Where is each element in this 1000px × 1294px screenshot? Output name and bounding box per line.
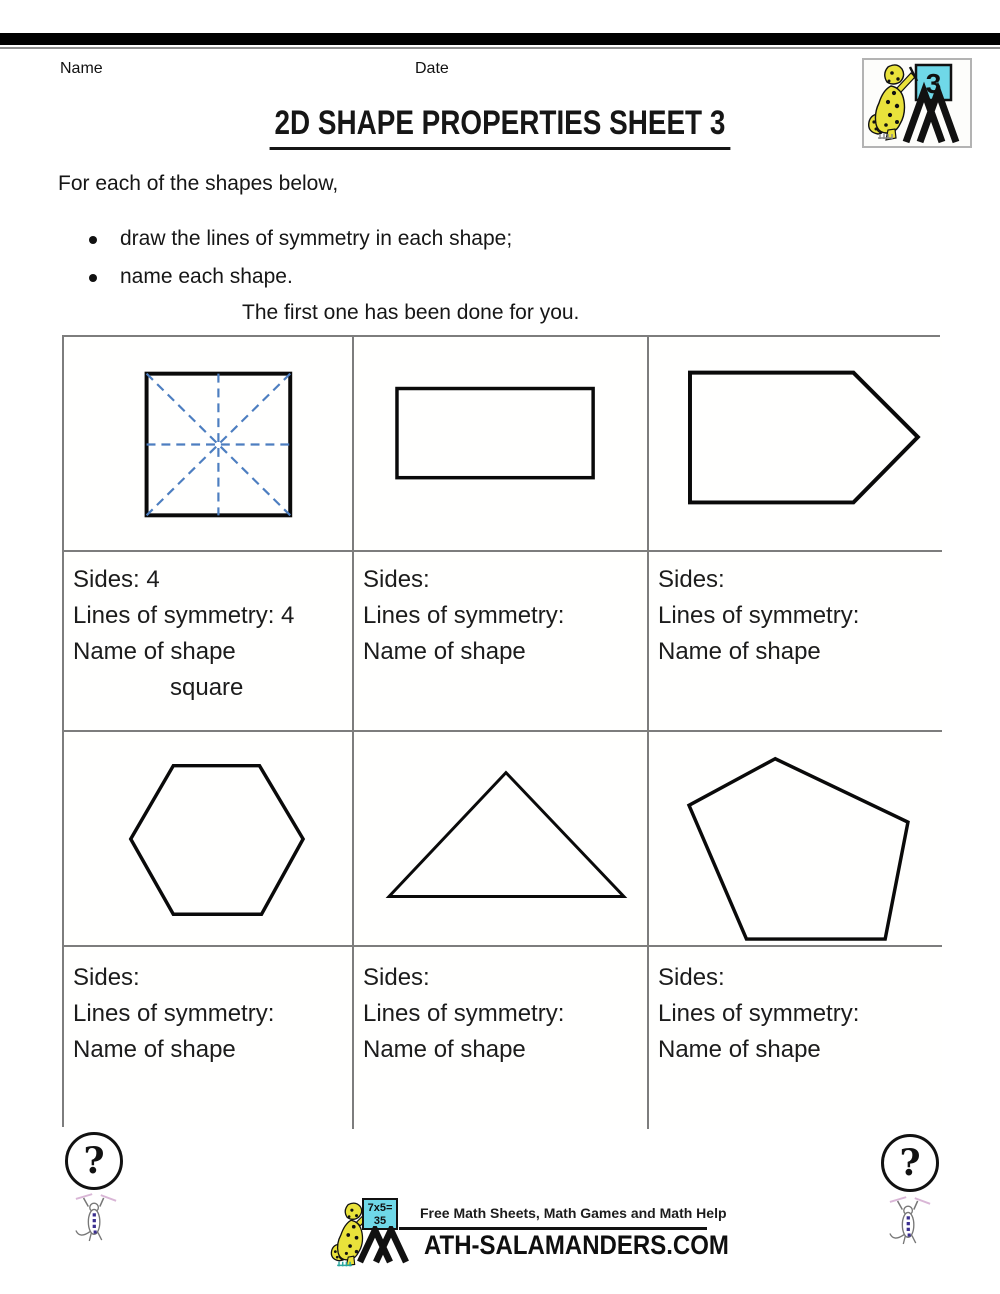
symmetry-label: Lines of symmetry: (363, 1000, 565, 1027)
answer-cell-2 (354, 552, 649, 732)
shape-name-label: Name of shape (658, 1036, 821, 1063)
instructions-note: The first one has been done for you. (242, 301, 580, 324)
symmetry-lines (147, 374, 291, 516)
sides-label: Sides: 4 (73, 566, 160, 593)
shape-cell-pentagon-arrow (649, 337, 942, 552)
help-question-button-right[interactable] (881, 1134, 939, 1192)
shape-name-answer: square (170, 674, 244, 701)
top-rule-bar (0, 33, 1000, 45)
shape-pentagon (649, 732, 942, 945)
help-question-button-left[interactable] (65, 1132, 123, 1190)
question-mark: ? (83, 1140, 105, 1182)
footer-wordmark-link[interactable]: ATH-SALAMANDERS.COM (424, 1231, 729, 1261)
instructions-intro: For each of the shapes below, (58, 172, 339, 195)
symmetry-label: Lines of symmetry: (658, 602, 860, 629)
footer-tagline: Free Math Sheets, Math Games and Math Help (420, 1205, 727, 1221)
footer-m-glyph (356, 1226, 426, 1264)
question-mark: ? (899, 1142, 921, 1184)
sides-label: Sides: (658, 566, 725, 593)
sign-line-1: 7x5= (367, 1202, 393, 1214)
shape-name-label: Name of shape (73, 638, 236, 665)
top-rule-accent (0, 47, 1000, 49)
logo-number: 3 (925, 68, 942, 99)
symmetry-label: Lines of symmetry: 4 (73, 602, 295, 629)
shapes-table (62, 335, 940, 1127)
shape-name-label: Name of shape (363, 1036, 526, 1063)
shape-name-label: Name of shape (73, 1036, 236, 1063)
sides-label: Sides: (363, 566, 430, 593)
symmetry-label: Lines of symmetry: (363, 602, 565, 629)
shape-name-label: Name of shape (363, 638, 526, 665)
instruction-bullet-2: name each shape. (120, 265, 293, 288)
symmetry-label: Lines of symmetry: (658, 1000, 860, 1027)
shape-hexagon (64, 732, 352, 945)
footer-rule (399, 1227, 707, 1230)
small-salamander-icon-right (888, 1195, 932, 1249)
answer-cell-6 (649, 947, 942, 1129)
shape-pentagon-arrow (649, 337, 942, 550)
answer-cell-3 (649, 552, 942, 732)
shape-cell-pentagon (649, 732, 942, 947)
shape-cell-square (64, 337, 354, 552)
date-label: Date (415, 60, 449, 77)
page-title: 2D SHAPE PROPERTIES SHEET 3 (270, 104, 731, 150)
shape-name-label: Name of shape (658, 638, 821, 665)
sides-label: Sides: (363, 964, 430, 991)
answer-cell-4 (64, 947, 354, 1129)
sign-line-2: 35 (373, 1215, 387, 1227)
shape-square-with-symmetry-lines (64, 337, 352, 550)
shape-cell-triangle (354, 732, 649, 947)
shape-cell-rectangle (354, 337, 649, 552)
sides-label: Sides: (658, 964, 725, 991)
answer-cell-5 (354, 947, 649, 1129)
small-salamander-icon-left (74, 1192, 118, 1246)
instruction-bullet-1: draw the lines of symmetry in each shape; (120, 227, 513, 250)
answer-cell-1 (64, 552, 354, 732)
bullet-dot (89, 274, 97, 282)
name-label: Name (60, 60, 103, 77)
shape-rectangle (354, 337, 647, 550)
shape-cell-hexagon (64, 732, 354, 947)
title-row (0, 104, 1000, 150)
symmetry-label: Lines of symmetry: (73, 1000, 275, 1027)
sides-label: Sides: (73, 964, 140, 991)
shape-triangle (354, 732, 647, 945)
bullet-dot (89, 236, 97, 244)
